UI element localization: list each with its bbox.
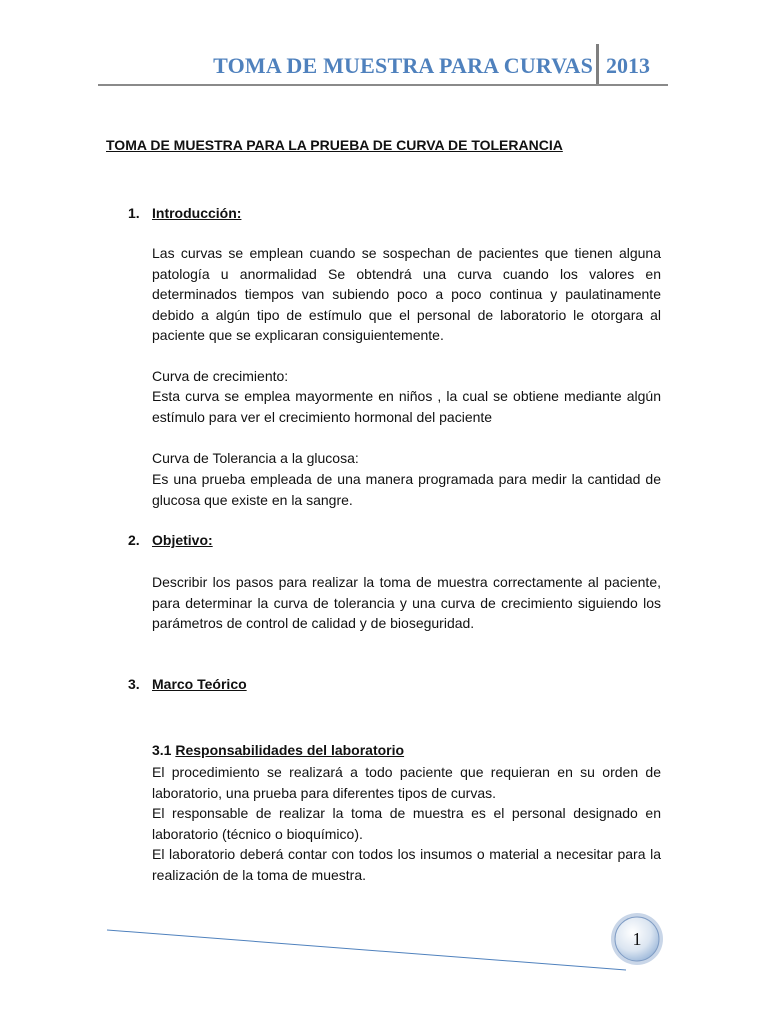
- page-number: 1: [632, 929, 642, 949]
- document-title: TOMA DE MUESTRA PARA LA PRUEBA DE CURVA DE TOLERANCIA: [106, 137, 563, 153]
- section-3-number: 3.: [128, 676, 140, 692]
- header-year: 2013: [606, 53, 650, 78]
- section-2-label: Objetivo:: [152, 532, 213, 548]
- intro-paragraph: Las curvas se emplean cuando se sospechan de pacientes que tienen alguna patología u anormalidad Se obtendrá una curva cuando los valores en determinados tiempos van subiendo poco a poco continua y paulatinamente debido a algún tipo de estímulo que el personal de laboratorio le otorgara al paciente que se explicaran consiguientemente.: [152, 245, 661, 343]
- subsection-3-1-label: Responsabilidades del laboratorio: [175, 742, 405, 758]
- curva-crecimiento-text: Esta curva se emplea mayormente en niños , la cual se obtiene mediante algún estímulo para ver el crecimiento hormonal del paciente: [152, 388, 661, 425]
- objetivo-paragraph: Describir los pasos para realizar la toma de muestra correctamente al paciente, para determinar la curva de tolerancia y una curva de crecimiento siguiendo los parámetros de control de calidad y de bioseguridad.: [152, 574, 661, 631]
- section-2-number: 2.: [128, 532, 140, 548]
- section-1-number: 1.: [128, 205, 140, 221]
- curva-glucosa-text: Es una prueba empleada de una manera programada para medir la cantidad de glucosa que existe en la sangre.: [152, 471, 661, 508]
- curva-crecimiento-heading: Curva de crecimiento:: [152, 368, 289, 384]
- curva-glucosa-heading: Curva de Tolerancia a la glucosa:: [152, 450, 359, 466]
- section-3-label: Marco Teórico: [152, 676, 247, 692]
- subsection-3-1-number: 3.1: [152, 742, 172, 758]
- footer-line: [107, 930, 626, 970]
- responsabilidades-paragraph: El procedimiento se realizará a todo paciente que requieran en su orden de laboratorio, una prueba para diferentes tipos de curvas. El responsable de realizar la toma de muestra es el personal designado en laboratorio (técnico o bioquímico). El laboratorio deberá contar con todos los insumos o material a necesitar para la realización de la toma de muestra.: [152, 764, 661, 883]
- header-title: TOMA DE MUESTRA PARA CURVAS: [213, 53, 593, 78]
- section-1-label: Introducción:: [152, 205, 242, 221]
